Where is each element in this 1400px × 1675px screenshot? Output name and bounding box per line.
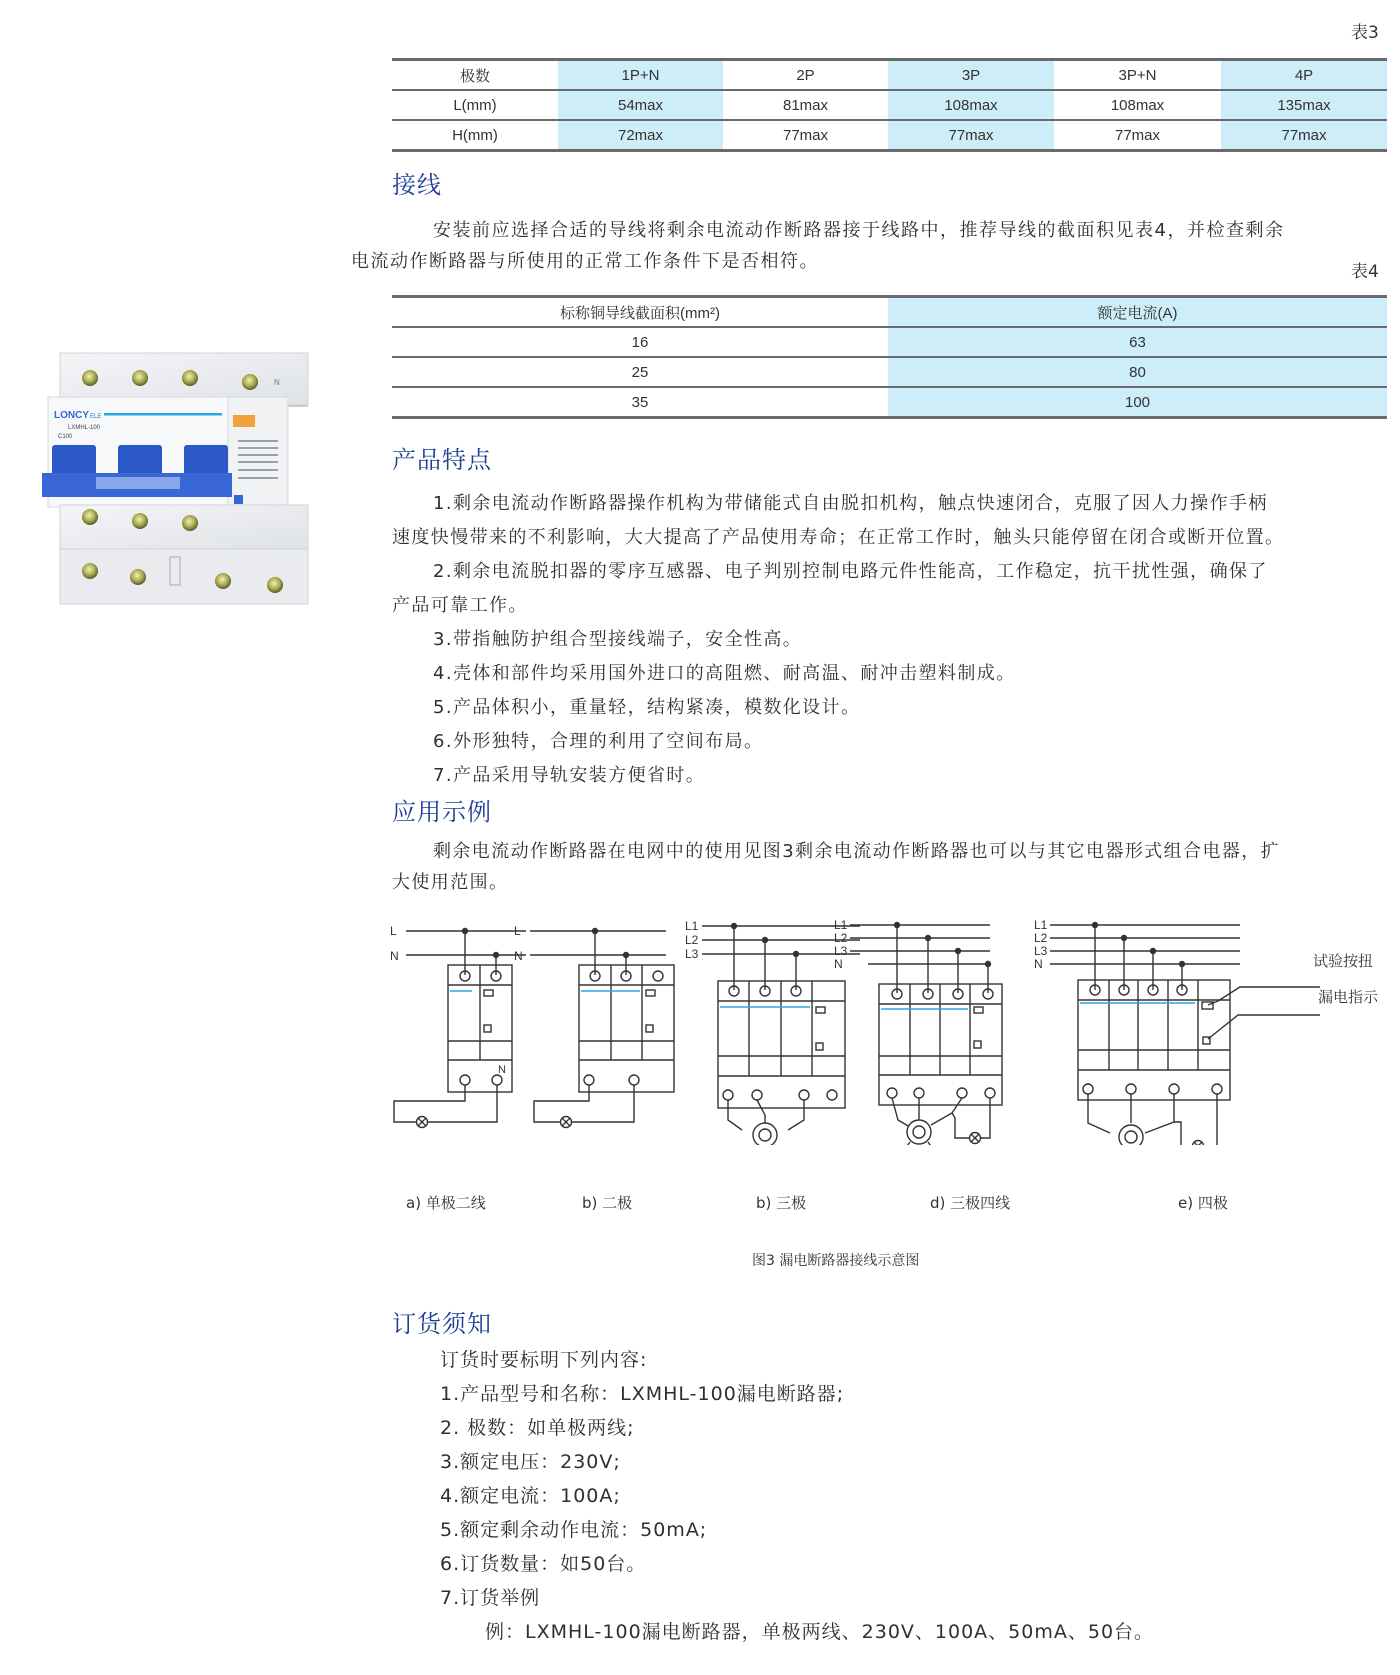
figure-caption: 图3 漏电断路器接线示意图	[752, 1253, 920, 1269]
ordering-item: 5.额定剩余动作电流：50mA;	[440, 1519, 708, 1541]
table-cell: 77max	[723, 120, 888, 151]
table-header-cell: 额定电流(A)	[888, 297, 1387, 328]
table4-wire-sizes	[392, 295, 1387, 419]
table-header-cell: 4P	[1221, 60, 1387, 91]
table-cell: 100	[888, 387, 1387, 418]
feature-item: 3.带指触防护组合型接线端子，安全性高。	[433, 629, 803, 650]
table-cell: 77max	[888, 120, 1054, 151]
diagram-a-single-pole	[390, 924, 526, 1128]
table-cell: 16	[392, 327, 888, 357]
ordering-intro: 订货时要标明下列内容:	[440, 1349, 648, 1371]
table-header-cell: 1P+N	[558, 60, 723, 91]
table-cell: 25	[392, 357, 888, 387]
ordering-item: 2. 极数：如单极两线;	[440, 1417, 635, 1439]
paragraph-line: 剩余电流动作断路器在电网中的使用见图3剩余电流动作断路器也可以与其它电器形式组合电器，扩	[433, 841, 1281, 862]
section-heading-ordering: 订货须知	[392, 1310, 492, 1338]
line-label: L3	[834, 944, 848, 958]
table-cell: 108max	[1054, 90, 1221, 120]
table-header-cell: 标称铜导线截面积(mm²)	[392, 297, 888, 328]
callout-leak-indicator: 漏电指示	[1318, 988, 1379, 1006]
brand-suffix: ELE	[90, 414, 102, 420]
line-label: L1	[685, 919, 699, 933]
table-cell: 80	[888, 357, 1387, 387]
ordering-item: 3.额定电压：230V;	[440, 1451, 621, 1473]
table3-label: 表3	[1351, 23, 1379, 43]
ordering-example: 例：LXMHL-100漏电断路器，单极两线、230V、100A、50mA、50台。	[485, 1621, 1155, 1643]
product-photo	[38, 345, 318, 607]
table-cell: 72max	[558, 120, 723, 151]
table-row	[392, 297, 1387, 328]
line-label: L1	[834, 918, 848, 932]
table-cell: 135max	[1221, 90, 1387, 120]
diagram-caption-a: a) 单极二线	[406, 1194, 486, 1212]
table-row	[392, 327, 1387, 357]
terminal-n-label: N	[274, 378, 280, 387]
table-row	[392, 387, 1387, 418]
diagram-d-three-pole-four-wire	[834, 918, 1002, 1145]
feature-item: 6.外形独特，合理的利用了空间布局。	[433, 731, 764, 752]
table-cell: 77max	[1054, 120, 1221, 151]
callout-test-button: 试验按扭	[1313, 952, 1374, 970]
table-row	[392, 357, 1387, 387]
wiring-diagrams-figure	[380, 905, 1400, 1145]
ordering-item: 6.订货数量：如50台。	[440, 1553, 647, 1575]
table-row	[392, 60, 1387, 91]
row-label: H(mm)	[392, 120, 558, 151]
breaker-handles	[42, 445, 232, 497]
table-cell: 77max	[1221, 120, 1387, 151]
ordering-item: 1.产品型号和名称：LXMHL-100漏电断路器;	[440, 1383, 845, 1405]
line-label: N	[514, 949, 523, 963]
section-heading-features: 产品特点	[392, 446, 492, 474]
wiring-paragraph	[351, 215, 1392, 277]
feature-item: 7.产品采用导轨安装方便省时。	[433, 765, 706, 786]
diagram-caption-c: b) 三极	[756, 1194, 807, 1212]
model-label: LXMHL-100	[68, 425, 101, 431]
line-label: L	[390, 924, 397, 938]
paragraph-line: 安装前应选择合适的导线将剩余电流动作断路器接于线路中，推荐导线的截面积见表4，并检查剩余	[433, 220, 1285, 241]
diagram-caption-e: e) 四极	[1178, 1194, 1228, 1212]
table-cell: 35	[392, 387, 888, 418]
feature-item: 产品可靠工作。	[392, 595, 528, 616]
line-label: L2	[685, 933, 699, 947]
line-label: L3	[1034, 944, 1048, 958]
diagram-e-four-pole	[1034, 918, 1320, 1145]
features-list	[392, 487, 1397, 793]
line-label: N	[834, 957, 843, 971]
feature-item: 速度快慢带来的不利影响，大大提高了产品使用寿命；在正常工作时，触头只能停留在闭合或断开位置。	[392, 527, 1285, 548]
table3-dimensions	[392, 58, 1387, 152]
table-header-cell: 3P+N	[1054, 60, 1221, 91]
line-label: L3	[685, 947, 699, 961]
ordering-item: 4.额定电流：100A;	[440, 1485, 621, 1507]
table-row	[392, 120, 1387, 151]
feature-item: 4.壳体和部件均采用国外进口的高阻燃、耐高温、耐冲击塑料制成。	[433, 663, 1016, 684]
terminal-label: N	[498, 1064, 506, 1076]
line-label: L1	[1034, 918, 1048, 932]
feature-item: 5.产品体积小，重量轻，结构紧凑，模数化设计。	[433, 697, 861, 718]
table-cell: 54max	[558, 90, 723, 120]
table-row	[392, 90, 1387, 120]
line-label: L2	[834, 931, 848, 945]
brand-logo: LONCY	[54, 410, 89, 421]
feature-item: 1.剩余电流动作断路器操作机构为带储能式自由脱扣机构，触点快速闭合，克服了因人力操作手柄	[433, 493, 1268, 514]
table-cell: 63	[888, 327, 1387, 357]
paragraph-line: 大使用范围。	[392, 872, 509, 893]
rcbo-breaker-illustration	[38, 345, 318, 607]
table4-label: 表4	[1351, 262, 1379, 282]
paragraph-line: 电流动作断路器与所使用的正常工作条件下是否相符。	[351, 251, 819, 272]
table-cell: 108max	[888, 90, 1054, 120]
row-label: L(mm)	[392, 90, 558, 120]
ordering-item: 7.订货举例	[440, 1587, 541, 1609]
diagram-b-two-pole	[514, 924, 674, 1128]
table-cell: 81max	[723, 90, 888, 120]
line-label: L	[514, 924, 521, 938]
rating-label: C100	[58, 434, 73, 440]
section-heading-application: 应用示例	[392, 798, 492, 826]
diagram-caption-d: d) 三极四线	[930, 1194, 1011, 1212]
table-header-cell: 极数	[392, 60, 558, 91]
section-heading-wiring: 接线	[392, 171, 442, 199]
application-paragraph	[392, 836, 1397, 898]
line-label: N	[390, 949, 399, 963]
line-label: N	[1034, 957, 1043, 971]
line-label: L2	[1034, 931, 1048, 945]
diagram-caption-b: b) 二极	[582, 1194, 633, 1212]
table-header-cell: 2P	[723, 60, 888, 91]
table-header-cell: 3P	[888, 60, 1054, 91]
feature-item: 2.剩余电流脱扣器的零序互感器、电子判别控制电路元件性能高，工作稳定，抗干扰性强，确保了	[433, 561, 1268, 582]
